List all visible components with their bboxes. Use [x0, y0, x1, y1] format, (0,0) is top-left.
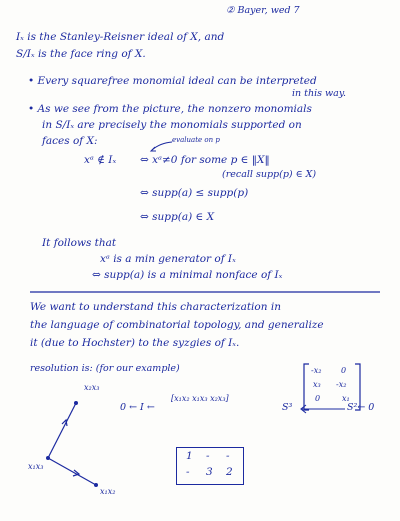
matrix-cell: 0 — [315, 394, 321, 403]
graph-vertex-left — [46, 456, 50, 460]
betti-cell: - — [206, 450, 210, 462]
matrix-cell: 0 — [341, 366, 347, 375]
equiv-lhs: xᵃ ∉ Iₓ — [84, 154, 117, 166]
resolution-s3: S³ — [282, 402, 293, 413]
equiv-rhs-1: ⇔ xᵃ≠0 for some p ∈ ‖X‖ — [140, 154, 270, 166]
bullet-2-line-1: • As we see from the picture, the nonzero monomials — [28, 103, 312, 115]
graph-edge-right — [48, 458, 96, 485]
graph-label-top: x₂x₃ — [84, 383, 100, 392]
resolution-s2: S²← 0 — [347, 402, 375, 413]
resolution-label: resolution is: (for our example) — [30, 363, 180, 374]
graph-vertex-right — [94, 483, 98, 487]
matrix-cell: -x₂ — [311, 366, 322, 375]
want-line-1: We want to understand this characterization in — [30, 301, 281, 313]
matrix-cell: x₁ — [342, 394, 350, 403]
graph-vertex-top — [74, 401, 78, 405]
follows-line-2: xᵃ is a min generator of Iₓ — [100, 253, 236, 265]
bullet-1-line-1: • Every squarefree monomial ideal can be interpreted — [28, 75, 317, 87]
want-line-2: the language of combinatorial topology, and generalize — [30, 319, 324, 331]
evaluate-arrow — [152, 142, 172, 150]
betti-cell: 1 — [186, 450, 193, 462]
resolution-row-vector: [x₁x₂ x₁x₃ x₂x₃] — [171, 394, 229, 403]
bullet-2-line-2: in S/Iₓ are precisely the monomials supported on — [42, 119, 302, 131]
follows-line-3: ⇔ supp(a) is a minimal nonface of Iₓ — [92, 269, 283, 281]
matrix-bracket-left — [304, 364, 309, 410]
betti-cell: - — [186, 466, 190, 478]
betti-cell: 3 — [206, 466, 213, 478]
evaluate-note: evaluate on p — [172, 136, 220, 144]
graph-label-right: x₁x₂ — [100, 487, 116, 496]
graph-label-left: x₁x₃ — [28, 462, 44, 471]
bullet-1-line-2: in this way. — [292, 88, 346, 99]
follows-line-1: It follows that — [42, 237, 117, 249]
betti-cell: 2 — [226, 466, 233, 478]
matrix-cell: -x₂ — [336, 380, 347, 389]
equiv-rhs-3: ⇔ supp(a) ∈ X — [140, 211, 215, 223]
matrix-cell: x₃ — [313, 380, 321, 389]
intro-line-1: Iₓ is the Stanley-Reisner ideal of X, and — [16, 31, 225, 43]
intro-line-2: S/Iₓ is the face ring of X. — [16, 48, 146, 60]
page-header: ② Bayer, wed 7 — [226, 5, 300, 16]
equiv-rhs-2: ⇔ supp(a) ≤ supp(p) — [140, 187, 249, 199]
resolution-zero-left: 0 ← I ← — [120, 402, 155, 413]
graph-edge-top — [48, 403, 76, 458]
equiv-recall: (recall supp(p) ∈ X) — [222, 169, 317, 180]
want-line-3: it (due to Hochster) to the syzgies of Iₓ. — [30, 337, 240, 349]
betti-cell: - — [226, 450, 230, 462]
bullet-2-line-3: faces of X: — [42, 135, 98, 147]
